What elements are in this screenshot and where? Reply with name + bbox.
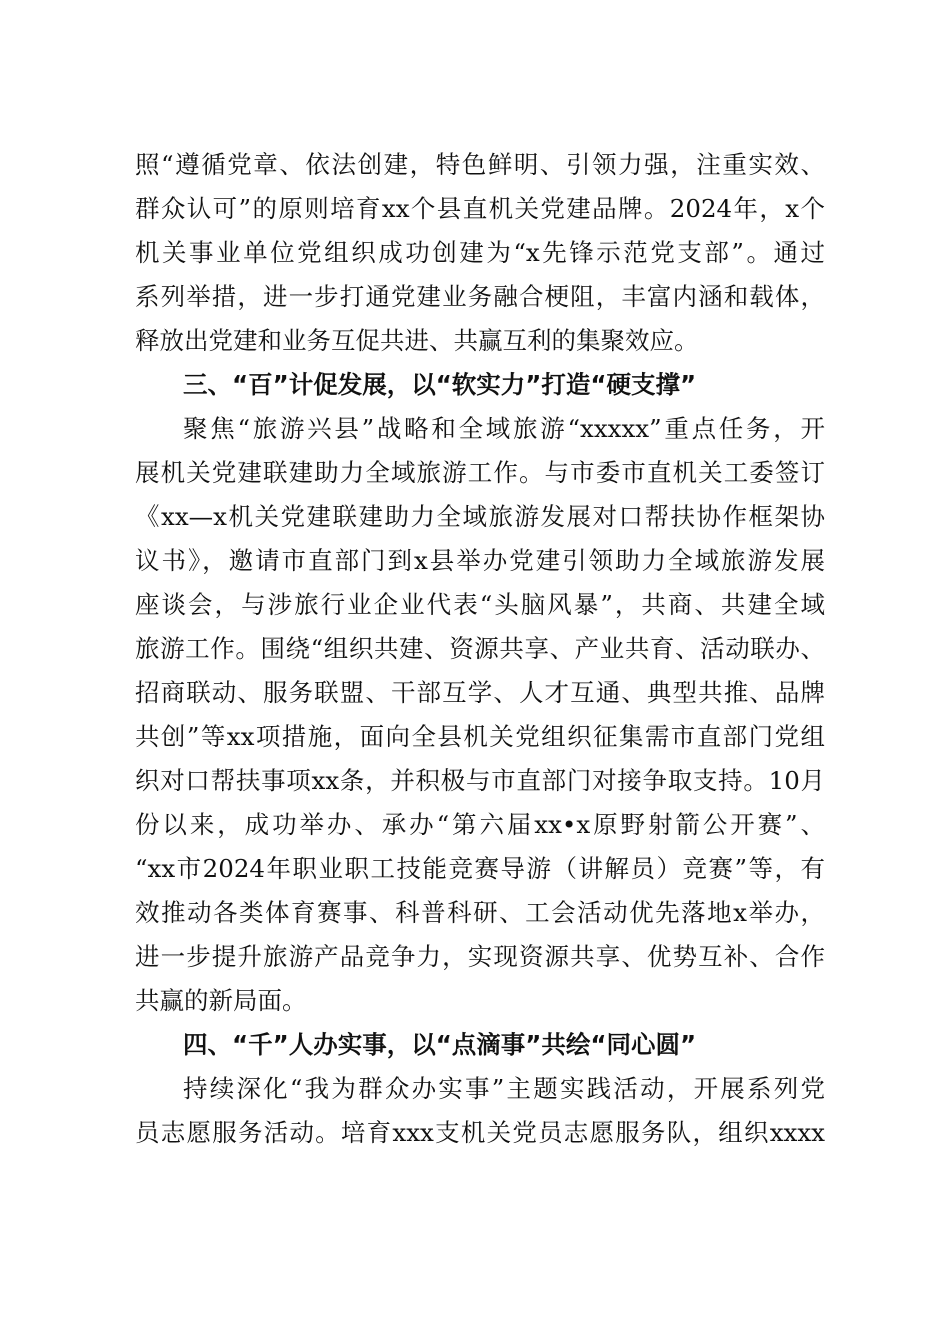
- paragraph-1-line-2: 群众认可”的原则培育xx个县直机关党建品牌。2024年，x个: [135, 194, 825, 223]
- paragraph-2-line-12: 效推动各类体育赛事、科普科研、工会活动优先落地x举办，: [135, 898, 825, 927]
- paragraph-2-line-6: 旅游工作。围绕“组织共建、资源共享、产业共育、活动联办、: [135, 634, 825, 663]
- paragraph-2-line-9: 织对口帮扶事项xx条，并积极与市直部门对接争取支持。10月: [135, 766, 825, 795]
- paragraph-2-line-2: 展机关党建联建助力全域旅游工作。与市委市直机关工委签订: [135, 458, 825, 487]
- paragraph-1-line-1: 照“遵循党章、依法创建，特色鲜明、引领力强，注重实效、: [135, 150, 825, 179]
- paragraph-3-line-1: 持续深化“我为群众办实事”主题实践活动，开展系列党: [183, 1074, 825, 1103]
- paragraph-1-line-3: 机关事业单位党组织成功创建为“x先锋示范党支部”。通过: [135, 238, 825, 267]
- paragraph-2-line-11: “xx市2024年职业职工技能竞赛导游（讲解员）竞赛”等，有: [135, 854, 825, 883]
- paragraph-2-line-10: 份以来，成功举办、承办“第六届xx•x原野射箭公开赛”、: [135, 810, 825, 839]
- paragraph-2-line-3: 《xx—x机关党建联建助力全域旅游发展对口帮扶协作框架协: [135, 502, 825, 531]
- paragraph-2-line-7: 招商联动、服务联盟、干部互学、人才互通、典型共推、品牌: [135, 678, 825, 707]
- section-heading-3: 三、“百”计促发展，以“软实力”打造“硬支撑”: [183, 370, 697, 399]
- paragraph-1-line-4: 系列举措，进一步打通党建业务融合梗阻，丰富内涵和载体，: [135, 282, 825, 311]
- paragraph-2-line-8: 共创”等xx项措施，面向全县机关党组织征集需市直部门党组: [135, 722, 825, 751]
- paragraph-2-line-13: 进一步提升旅游产品竞争力，实现资源共享、优势互补、合作: [135, 942, 825, 971]
- paragraph-2-line-4: 议书》，邀请市直部门到x县举办党建引领助力全域旅游发展: [135, 546, 825, 575]
- paragraph-1-line-5: 释放出党建和业务互促共进、共赢互利的集聚效应。: [135, 326, 699, 355]
- paragraph-2-line-5: 座谈会，与涉旅行业企业代表“头脑风暴”，共商、共建全域: [135, 590, 825, 619]
- section-heading-4: 四、“千”人办实事，以“点滴事”共绘“同心圆”: [183, 1030, 697, 1059]
- paragraph-2-line-1: 聚焦“旅游兴县”战略和全域旅游“xxxxx”重点任务，开: [183, 414, 825, 443]
- paragraph-2-line-14: 共赢的新局面。: [135, 986, 307, 1015]
- paragraph-3-line-2: 员志愿服务活动。培育xxx支机关党员志愿服务队，组织xxxx: [135, 1118, 825, 1147]
